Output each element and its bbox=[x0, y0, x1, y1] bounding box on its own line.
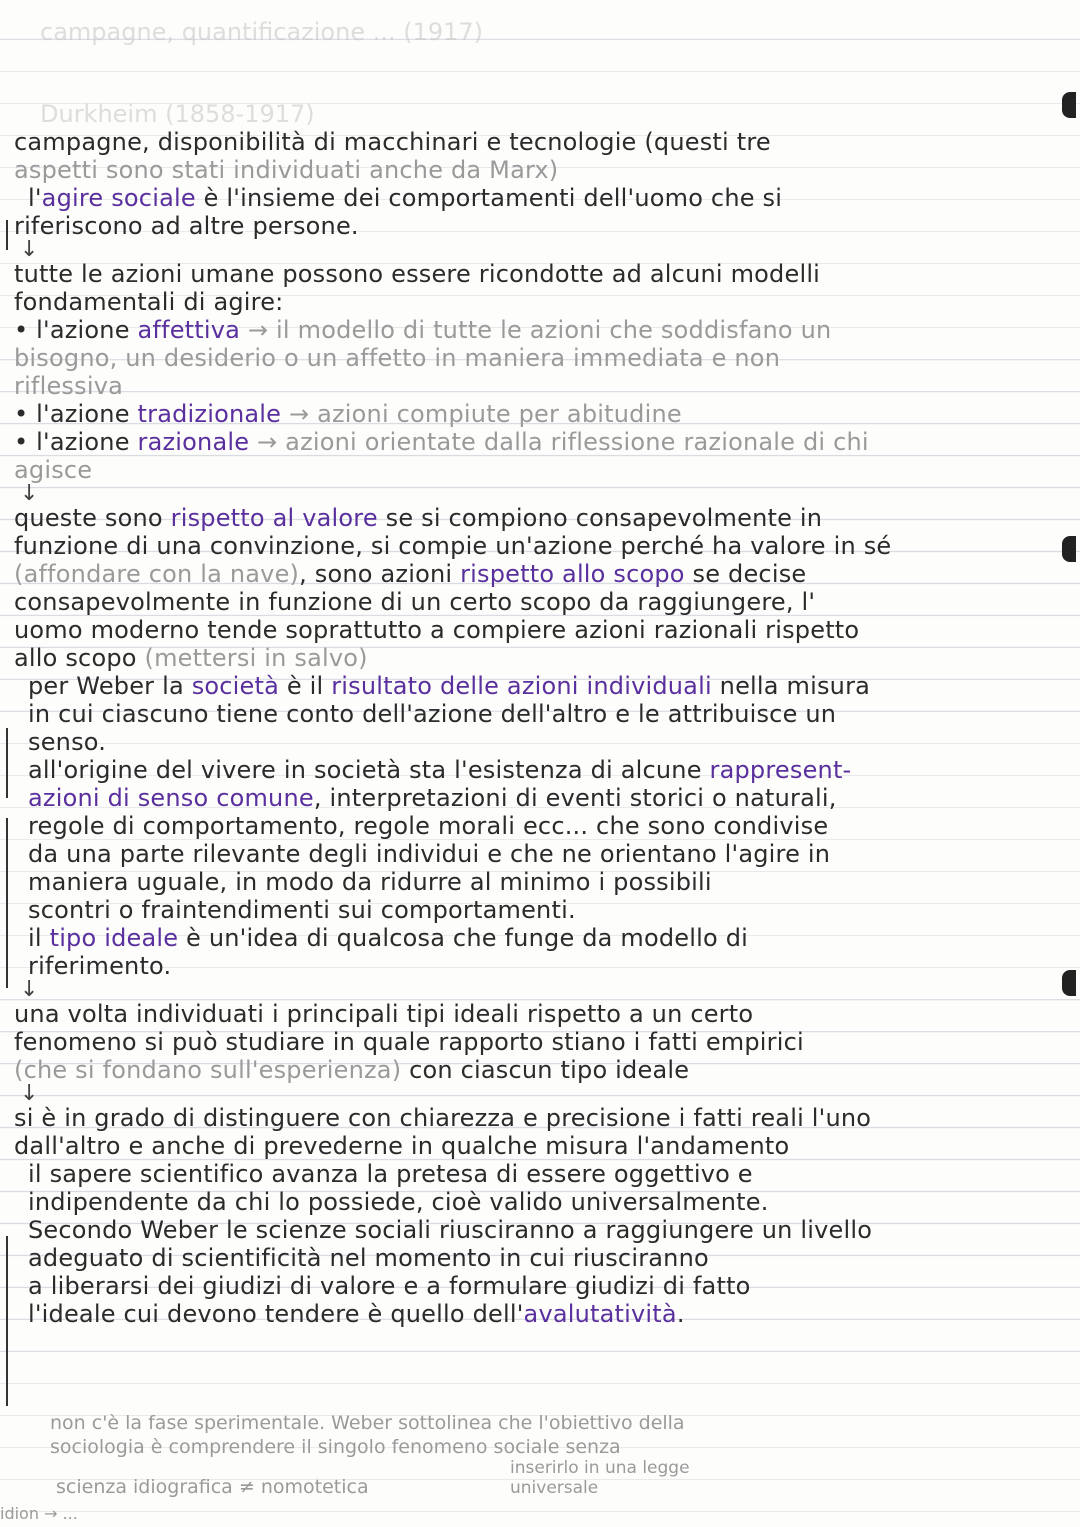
note-line: scontri o fraintendimenti sui comportamenti. bbox=[28, 896, 576, 924]
bullet-item: • l'azione affettiva → il modello di tutte le azioni che soddisfano un bbox=[14, 316, 832, 344]
note-line: Secondo Weber le scienze sociali riusciranno a raggiungere un livello bbox=[28, 1216, 873, 1244]
note-line: allo scopo (mettersi in salvo) bbox=[14, 644, 368, 672]
margin-bracket bbox=[6, 818, 8, 988]
note-line: (che si fondano sull'esperienza) con ciascun tipo ideale bbox=[14, 1056, 690, 1084]
margin-bracket bbox=[6, 220, 8, 250]
bullet-item: • l'azione razionale → azioni orientate dalla riflessione razionale di chi bbox=[14, 428, 869, 456]
note-line: indipendente da chi lo possiede, cioè valido universalmente. bbox=[28, 1188, 769, 1216]
key-term: azioni di senso comune bbox=[28, 784, 314, 812]
note-line: agisce bbox=[14, 456, 93, 484]
footnote-line: non c'è la fase sperimentale. Weber sottolinea che l'obiettivo della bbox=[50, 1412, 685, 1434]
key-term: affettiva bbox=[137, 316, 241, 344]
down-arrow-icon: ↓ bbox=[20, 977, 39, 1002]
footnote-line: universale bbox=[510, 1478, 599, 1498]
note-line: si è in grado di distinguere con chiarezza e precisione i fatti reali l'uno bbox=[14, 1104, 872, 1132]
note-line: una volta individuati i principali tipi ideali rispetto a un certo bbox=[14, 1000, 754, 1028]
note-line: per Weber la società è il risultato delle azioni individuali nella misura bbox=[28, 672, 871, 700]
key-term: risultato delle azioni individuali bbox=[331, 672, 712, 700]
handwritten-notes bbox=[14, 128, 1054, 1328]
note-line: consapevolmente in funzione di un certo scopo da raggiungere, l' bbox=[14, 588, 816, 616]
footnote-line: scienza idiografica ≠ nomotetica bbox=[56, 1476, 369, 1498]
key-term: agire sociale bbox=[41, 184, 196, 212]
key-term: tipo ideale bbox=[49, 924, 179, 952]
note-line: l'ideale cui devono tendere è quello dell'avalutatività. bbox=[28, 1300, 685, 1328]
note-line: maniera uguale, in modo da ridurre al minimo i possibili bbox=[28, 868, 712, 896]
key-term: razionale bbox=[137, 428, 250, 456]
key-term: avalutatività bbox=[523, 1300, 677, 1328]
footnote-line: idion → ... bbox=[0, 1504, 78, 1523]
note-line: tutte le azioni umane possono essere ricondotte ad alcuni modelli bbox=[14, 260, 821, 288]
note-line: senso. bbox=[28, 728, 107, 756]
note-line: l'agire sociale è l'insieme dei comportamenti dell'uomo che si bbox=[28, 184, 783, 212]
note-line: bisogno, un desiderio o un affetto in maniera immediata e non bbox=[14, 344, 781, 372]
down-arrow-icon: ↓ bbox=[20, 1081, 39, 1106]
key-term: rispetto allo scopo bbox=[460, 560, 685, 588]
note-line: funzione di una convinzione, si compie un'azione perché ha valore in sé bbox=[14, 532, 892, 560]
note-line: regole di comportamento, regole morali ecc... che sono condivise bbox=[28, 812, 829, 840]
binder-hole bbox=[1062, 536, 1076, 562]
footnote-line: sociologia è comprendere il singolo fenomeno sociale senza bbox=[50, 1436, 621, 1458]
binder-hole bbox=[1062, 92, 1076, 118]
note-line: azioni di senso comune, interpretazioni di eventi storici o naturali, bbox=[28, 784, 837, 812]
note-line: il tipo ideale è un'idea di qualcosa che funge da modello di bbox=[28, 924, 749, 952]
note-line: il sapere scientifico avanza la pretesa di essere oggettivo e bbox=[28, 1160, 753, 1188]
note-line: (affondare con la nave), sono azioni rispetto allo scopo se decise bbox=[14, 560, 807, 588]
key-term: rispetto al valore bbox=[170, 504, 378, 532]
note-line: a liberarsi dei giudizi di valore e a formulare giudizi di fatto bbox=[28, 1272, 751, 1300]
down-arrow-icon: ↓ bbox=[20, 237, 39, 262]
note-line: in cui ciascuno tiene conto dell'azione dell'altro e le attribuisce un bbox=[28, 700, 837, 728]
note-line: queste sono rispetto al valore se si compiono consapevolmente in bbox=[14, 504, 823, 532]
note-line: fenomeno si può studiare in quale rapporto stiano i fatti empirici bbox=[14, 1028, 804, 1056]
note-line: riflessiva bbox=[14, 372, 124, 400]
note-line: riferimento. bbox=[28, 952, 172, 980]
bleed-through-text: campagne, quantificazione ... (1917) bbox=[40, 18, 484, 46]
note-line: da una parte rilevante degli individui e che ne orientano l'agire in bbox=[28, 840, 831, 868]
note-line: uomo moderno tende soprattutto a compiere azioni razionali rispetto bbox=[14, 616, 860, 644]
bleed-through-text: Durkheim (1858-1917) bbox=[40, 100, 315, 128]
binder-hole bbox=[1062, 970, 1076, 996]
key-term: società bbox=[191, 672, 280, 700]
note-line: riferiscono ad altre persone. bbox=[14, 212, 359, 240]
note-line: dall'altro e anche di prevederne in qualche misura l'andamento bbox=[14, 1132, 790, 1160]
note-line: campagne, disponibilità di macchinari e tecnologie (questi tre bbox=[14, 128, 771, 156]
down-arrow-icon: ↓ bbox=[20, 481, 39, 506]
margin-bracket bbox=[6, 1236, 8, 1406]
key-term: tradizionale bbox=[137, 400, 282, 428]
note-line: all'origine del vivere in società sta l'esistenza di alcune rappresent- bbox=[28, 756, 852, 784]
note-line: adeguato di scientificità nel momento in cui riusciranno bbox=[28, 1244, 709, 1272]
footnote-line: inserirlo in una legge bbox=[510, 1458, 690, 1478]
note-line: fondamentali di agire: bbox=[14, 288, 284, 316]
note-line: aspetti sono stati individuati anche da Marx) bbox=[14, 156, 559, 184]
margin-bracket bbox=[6, 728, 8, 798]
key-term: rappresent- bbox=[709, 756, 852, 784]
bullet-item: • l'azione tradizionale → azioni compiute per abitudine bbox=[14, 400, 682, 428]
